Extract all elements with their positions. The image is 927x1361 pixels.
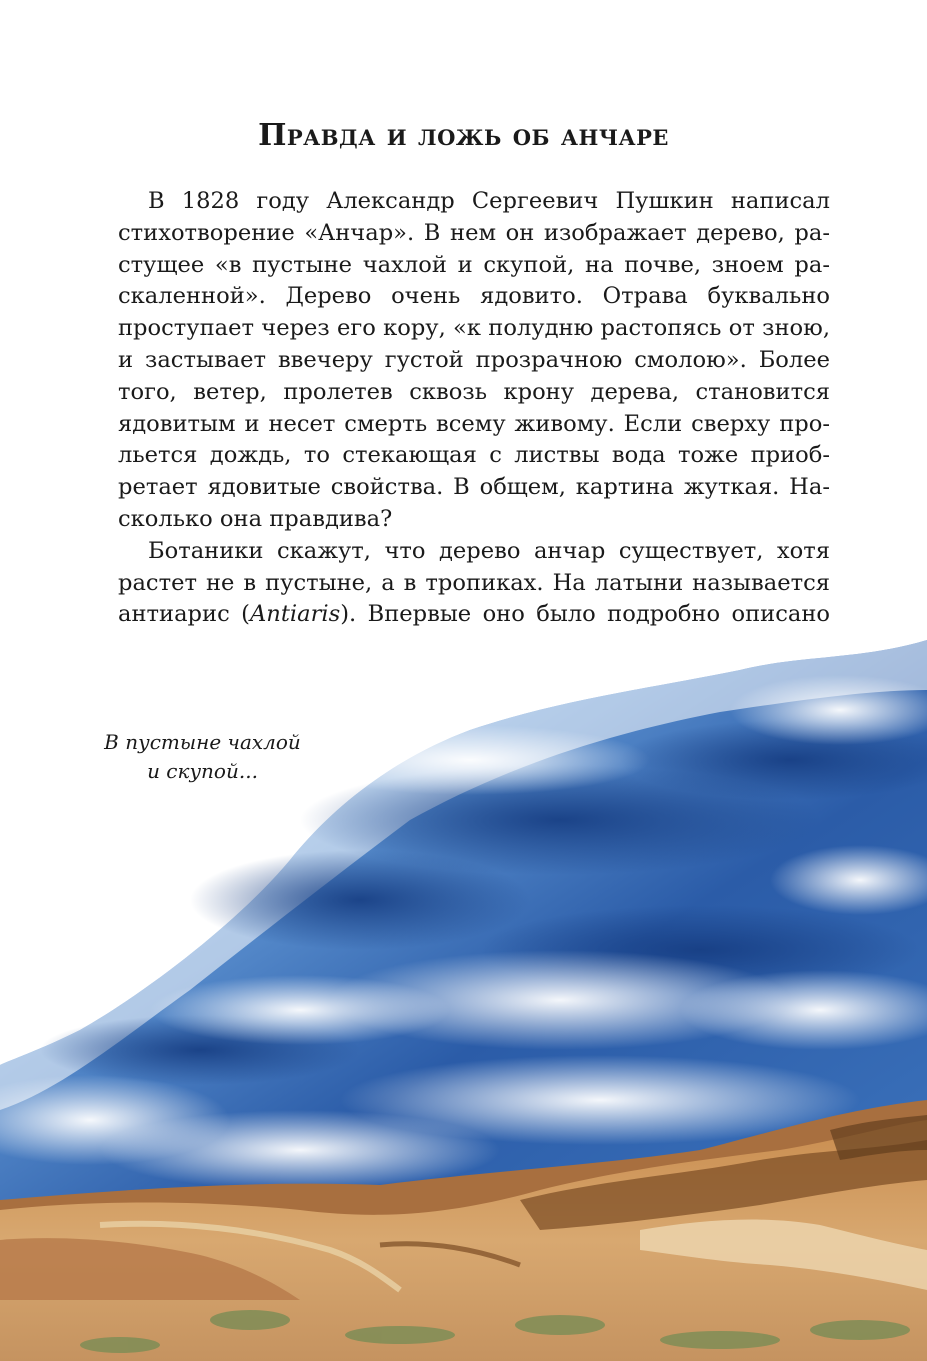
line-text-before: антиарис ( — [118, 601, 250, 628]
paragraph-line: того, ветер, пролетев сквозь крону дерева, становится — [118, 378, 830, 405]
paragraph-line: стихотворение «Анчар». В нем он изображает дерево, ра- — [118, 219, 830, 246]
paragraph-line: проступает через его кору, «к полудню растопясь от зною, — [118, 315, 830, 342]
paragraph-line: В 1828 году Александр Сергеевич Пушкин написал — [148, 188, 830, 214]
paragraph-line: стущее «в пустыне чахлой и скупой, на почве, зноем ра- — [118, 251, 830, 278]
page-title: Правда и ложь об анчаре — [258, 118, 669, 153]
line-text-after: ). Впервые оно было подробно описано — [340, 601, 830, 628]
latin-name: Antiaris — [249, 601, 341, 628]
paragraph-line: Ботаники скажут, что дерево анчар существует, хотя — [148, 537, 830, 564]
paragraph-line: ядовитым и несет смерть всему живому. Если сверху про- — [118, 410, 830, 437]
paragraph-line: и застывает ввечеру густой прозрачною смолою». Более — [118, 346, 830, 373]
caption-line: и скупой... — [147, 759, 258, 783]
paragraph-line: скаленной». Дерево очень ядовито. Отрава буквально — [118, 283, 830, 310]
paragraph-line: ретает ядовитые свойства. В общем, картина жуткая. На- — [118, 474, 830, 501]
illustration-caption — [90, 728, 315, 786]
caption-line: В пустыне чахлой — [104, 730, 301, 754]
paragraph-line: растет не в пустыне, а в тропиках. На латыни называется — [118, 569, 830, 596]
paragraph-line: льется дождь, то стекающая с листвы вода тоже приоб- — [118, 442, 830, 469]
paragraph-line: сколько она правдива? — [118, 505, 393, 532]
article-body — [118, 186, 830, 631]
paragraph-line-with-latin — [118, 599, 830, 631]
